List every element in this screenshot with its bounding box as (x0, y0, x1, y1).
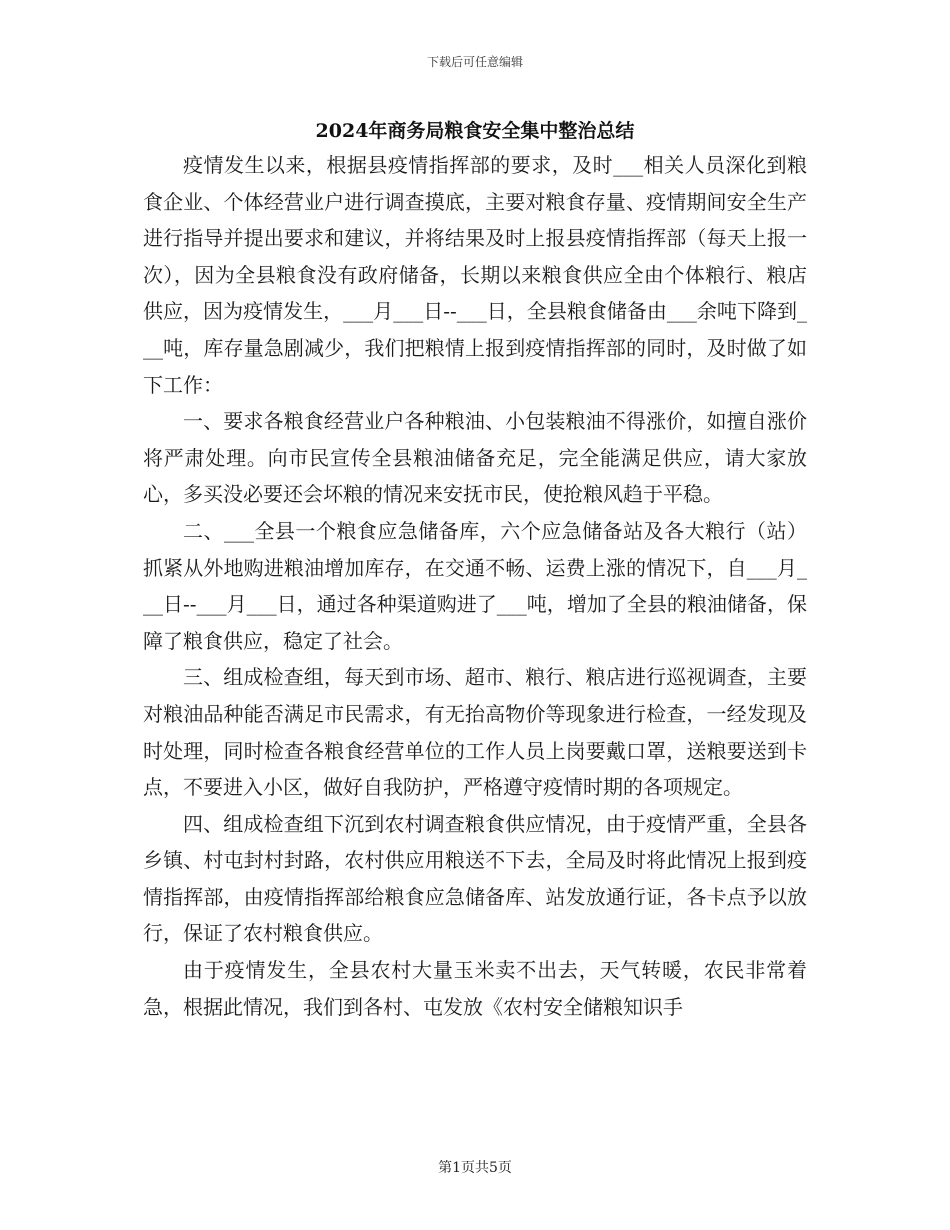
paragraph-item-4: 四、组成检查组下沉到农村调查粮食供应情况，由于疫情严重，全县各乡镇、村屯封村封路，农村供应用粮送不下去，全局及时将此情况上报到疫情指挥部，由疫情指挥部给粮食应急储备库、站发放通行证，各卡点予以放行，保证了农村粮食供应。 (143, 811, 807, 946)
document-body (143, 147, 807, 1025)
paragraph-closing: 由于疫情发生，全县农村大量玉米卖不出去，天气转暖，农民非常着急，根据此情况，我们到各村、屯发放《农村安全储粮知识手 (143, 958, 807, 1019)
paragraph-item-1: 一、要求各粮食经营业户各种粮油、小包装粮油不得涨价，如擅自涨价将严肃处理。向市民宣传全县粮油储备充足，完全能满足供应，请大家放心，多买没必要还会坏粮的情况来安抚市民，使抢粮风趋于平稳。 (143, 409, 807, 507)
paragraph-item-3: 三、组成检查组，每天到市场、超市、粮行、粮店进行巡视调查，主要对粮油品种能否满足市民需求，有无抬高物价等现象进行检查，一经发现及时处理，同时检查各粮食经营单位的工作人员上岗要戴口罩，送粮要送到卡点，不要进入小区，做好自我防护，严格遵守疫情时期的各项规定。 (143, 665, 807, 800)
header-note: 下载后可任意编辑 (426, 55, 523, 69)
page-number: 第1页共5页 (438, 1160, 512, 1176)
paragraph-item-2: 二、___全县一个粮食应急储备库，六个应急储备站及各大粮行（站）抓紧从外地购进粮油增加库存，在交通不畅、运费上涨的情况下，自___月___日--___月___日，通过各种渠道购进了___吨，增加了全县的粮油储备，保障了粮食供应，稳定了社会。 (143, 518, 807, 653)
paragraph-intro: 疫情发生以来，根据县疫情指挥部的要求，及时___相关人员深化到粮食企业、个体经营业户进行调查摸底，主要对粮食存量、疫情期间安全生产进行指导并提出要求和建议，并将结果及时上报县疫情指挥部（每天上报一次），因为全县粮食没有政府储备，长期以来粮食供应全由个体粮行、粮店供应，因为疫情发生，___月___日--___日，全县粮食储备由___余吨下降到___吨，库存量急剧减少，我们把粮情上报到疫情指挥部的同时，及时做了如下工作： (143, 153, 807, 397)
document-title: 2024年商务局粮食安全集中整治总结 (315, 120, 635, 142)
